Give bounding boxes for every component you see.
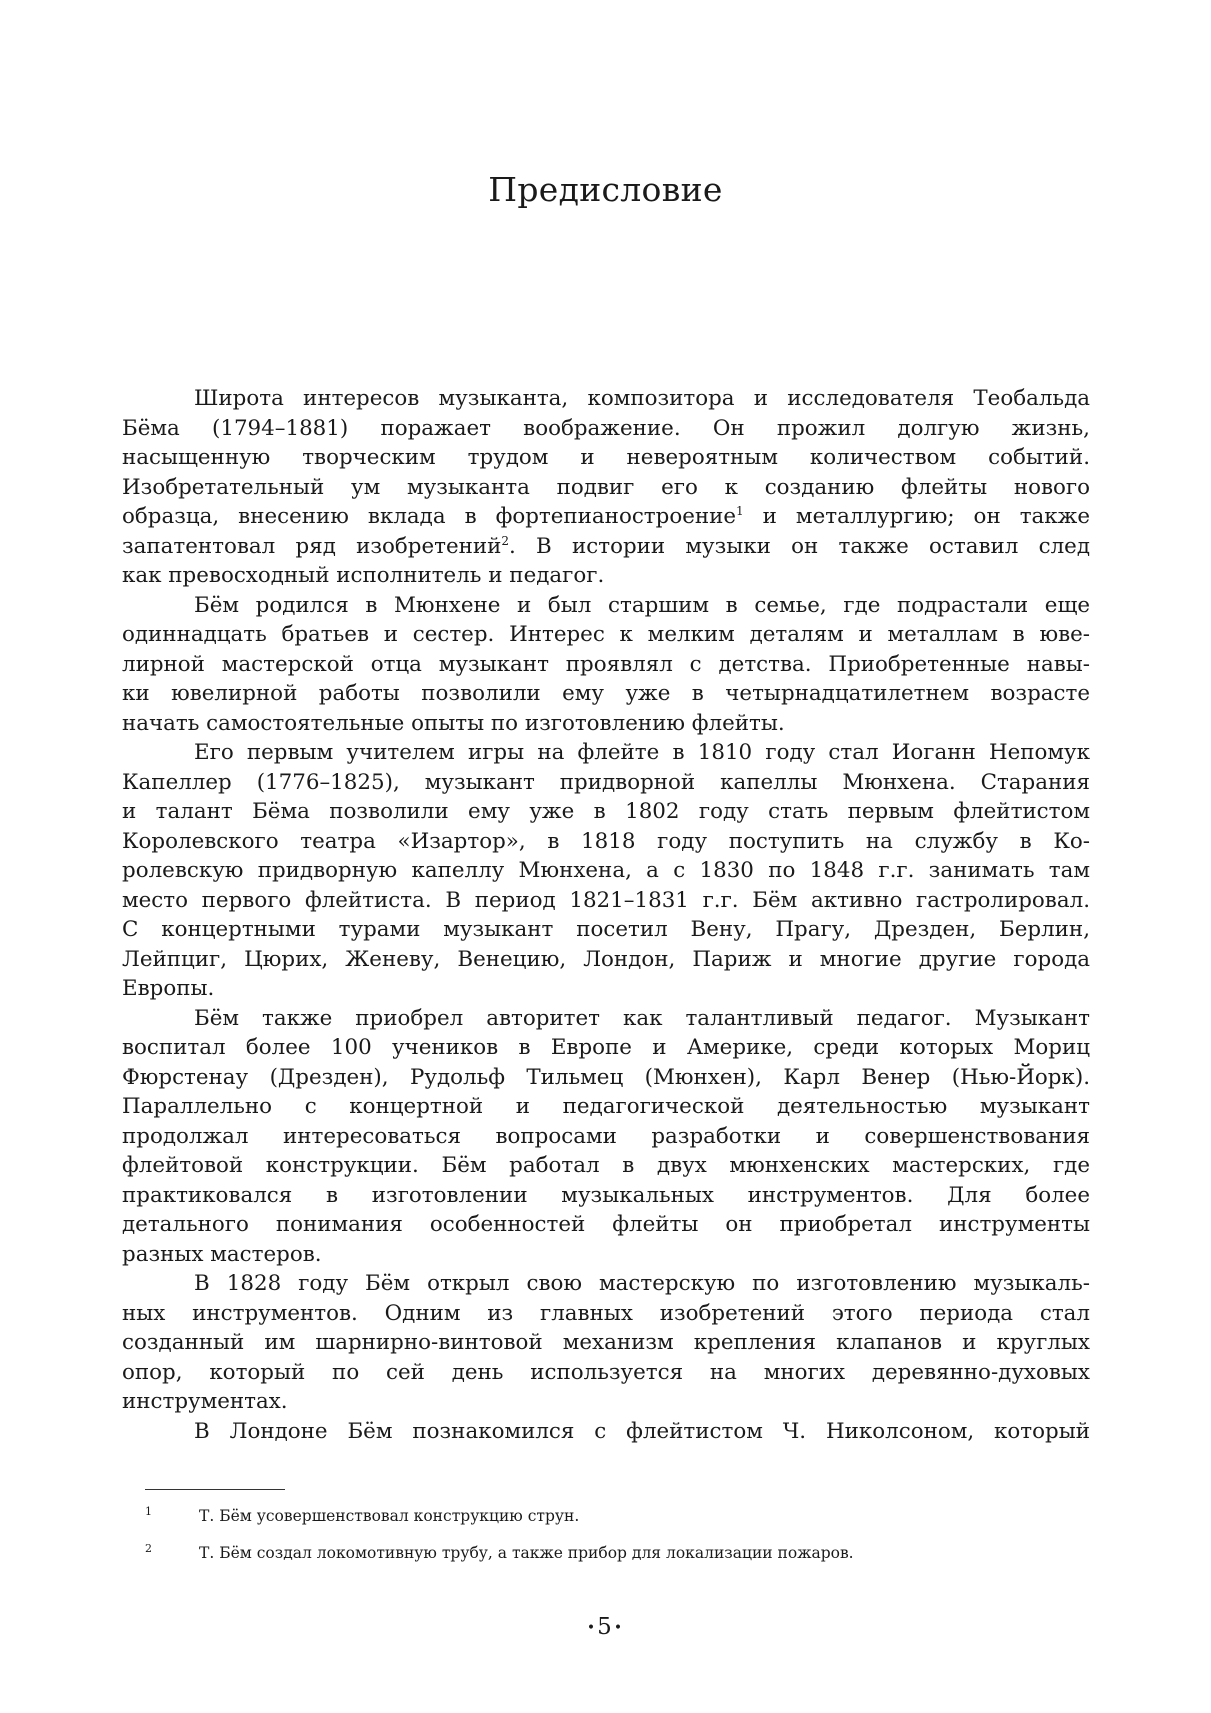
paragraph-5 bbox=[122, 1269, 1090, 1417]
footnote-divider bbox=[145, 1489, 285, 1490]
footnote-text: Т. Бём создал локомотивную трубу, а также прибор для локализации пожаров. bbox=[199, 1544, 854, 1562]
text-line: ки ювелирной работы позволили ему уже в четырнадцатилетнем возрасте bbox=[122, 681, 1090, 706]
text-segment: и металлургию; он также bbox=[743, 504, 1090, 529]
text-line: инструментах. bbox=[122, 1389, 288, 1414]
text-line: Фюрстенау (Дрезден), Рудольф Тильмец (Мюнхен), Карл Венер (Нью-Йорк). bbox=[122, 1064, 1090, 1090]
text-segment: образца, внесению вклада в фортепианостроение bbox=[122, 504, 737, 529]
footnote-ref-2[interactable]: 2 bbox=[501, 533, 510, 548]
text-line: С концертными турами музыкант посетил Вену, Прагу, Дрезден, Берлин, bbox=[122, 917, 1090, 942]
text-line: созданный им шарнирно-винтовой механизм крепления клапанов и круглых bbox=[122, 1330, 1090, 1355]
text-line: Лейпциг, Цюрих, Женеву, Венецию, Лондон, Париж и многие другие города bbox=[122, 946, 1090, 972]
text-line: В Лондоне Бём познакомился с флейтистом Ч. Николсоном, который bbox=[194, 1418, 1090, 1444]
text-line-with-footnote bbox=[122, 502, 1090, 532]
text-line-with-footnote bbox=[122, 532, 1090, 562]
page-title: Предисловие bbox=[488, 170, 723, 209]
text-line: насыщенную творческим трудом и невероятным количеством событий. bbox=[122, 445, 1090, 470]
text-line: воспитал более 100 учеников в Европе и Америке, среди которых Мориц bbox=[122, 1035, 1090, 1060]
paragraph-1 bbox=[122, 384, 1090, 591]
text-line: В 1828 году Бём открыл свою мастерскую по изготовлению музыкаль- bbox=[194, 1271, 1090, 1296]
text-line: начать самостоятельные опыты по изготовлению флейты. bbox=[122, 710, 785, 736]
body-text bbox=[122, 384, 1090, 1446]
footnote-number: 1 bbox=[145, 1505, 152, 1518]
text-line: практиковался в изготовлении музыкальных инструментов. Для более bbox=[122, 1182, 1090, 1208]
page-number-value: 5 bbox=[597, 1614, 614, 1640]
text-line: Европы. bbox=[122, 976, 215, 1001]
footnote-1 bbox=[145, 1498, 1090, 1535]
text-line: детального понимания особенностей флейты он приобретал инструменты bbox=[122, 1212, 1090, 1237]
text-line: Изобретательный ум музыканта подвиг его к созданию флейты нового bbox=[122, 474, 1090, 500]
text-segment: запатентовал ряд изобретений bbox=[122, 533, 502, 559]
text-line: Параллельно с концертной и педагогической деятельностью музыкант bbox=[122, 1094, 1090, 1119]
bullet-icon: • bbox=[613, 1620, 625, 1636]
bullet-icon: • bbox=[586, 1620, 598, 1636]
text-line: ролевскую придворную капеллу Мюнхена, а с 1830 по 1848 г.г. занимать там bbox=[122, 858, 1090, 883]
footnote-2 bbox=[145, 1535, 1090, 1572]
text-line: флейтовой конструкции. Бём работал в двух мюнхенских мастерских, где bbox=[122, 1153, 1090, 1178]
paragraph-2 bbox=[122, 591, 1090, 739]
text-line: лирной мастерской отца музыкант проявлял с детства. Приобретенные навы- bbox=[122, 651, 1090, 677]
text-line: Широта интересов музыканта, композитора и исследователя Теобальда bbox=[194, 386, 1090, 411]
text-line: одиннадцать братьев и сестер. Интерес к мелким деталям и металлам в юве- bbox=[122, 622, 1090, 647]
text-line: Бёма (1794–1881) поражает воображение. Он прожил долгую жизнь, bbox=[122, 415, 1090, 441]
paragraph-6 bbox=[122, 1417, 1090, 1447]
text-line: Бём также приобрел авторитет как талантливый педагог. Музыкант bbox=[194, 1005, 1090, 1031]
footnotes bbox=[145, 1498, 1090, 1572]
footnote-ref-1[interactable]: 1 bbox=[736, 503, 744, 518]
text-line: и талант Бёма позволили ему уже в 1802 году стать первым флейтистом bbox=[122, 799, 1090, 824]
paragraph-3 bbox=[122, 738, 1090, 1004]
text-line: опор, который по сей день используется на многих деревянно-духовых bbox=[122, 1359, 1090, 1385]
paragraph-4 bbox=[122, 1004, 1090, 1270]
text-line: продолжал интересоваться вопросами разработки и совершенствования bbox=[122, 1123, 1090, 1149]
text-line: разных мастеров. bbox=[122, 1241, 322, 1267]
text-segment: . В истории музыки он также оставил след bbox=[509, 533, 1090, 559]
text-line: как превосходный исполнитель и педагог. bbox=[122, 563, 605, 588]
text-line: место первого флейтиста. В период 1821–1831 г.г. Бём активно гастролировал. bbox=[122, 887, 1090, 913]
footnote-text: Т. Бём усовершенствовал конструкцию струн. bbox=[199, 1507, 580, 1525]
footnote-number: 2 bbox=[145, 1542, 152, 1555]
page-number bbox=[0, 1614, 1211, 1640]
text-line: Его первым учителем игры на флейте в 1810 году стал Иоганн Непомук bbox=[194, 740, 1090, 765]
text-line: ных инструментов. Одним из главных изобретений этого периода стал bbox=[122, 1300, 1090, 1326]
text-line: Королевского театра «Изартор», в 1818 году поступить на службу в Ко- bbox=[122, 828, 1090, 854]
text-line: Бём родился в Мюнхене и был старшим в семье, где подрастали еще bbox=[194, 592, 1090, 618]
text-line: Капеллер (1776–1825), музыкант придворной капеллы Мюнхена. Старания bbox=[122, 769, 1090, 795]
